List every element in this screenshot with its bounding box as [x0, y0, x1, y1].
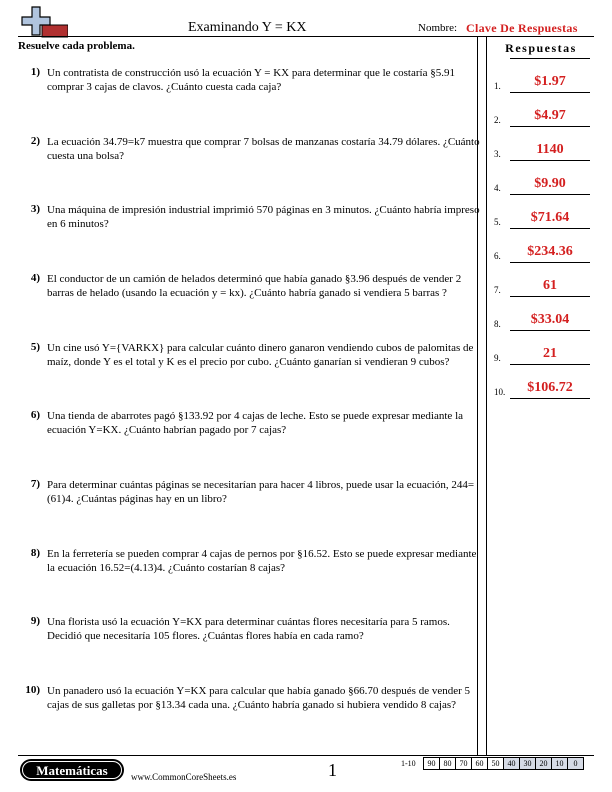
page-number: 1	[328, 760, 337, 780]
answer-row-3	[494, 139, 594, 161]
header-divider	[18, 36, 594, 37]
plus-logo-icon	[20, 5, 68, 39]
problem-number: 10)	[25, 684, 40, 696]
answer-line	[510, 262, 590, 263]
answers-title: Respuestas	[505, 41, 577, 55]
answer-line	[510, 330, 590, 331]
answer-row-6	[494, 241, 594, 263]
answer-number: 8.	[494, 319, 501, 329]
answer-number: 6.	[494, 251, 501, 261]
answers-title-underline	[510, 58, 590, 59]
answer-number: 2.	[494, 115, 501, 125]
problem-text: En la ferretería se pueden comprar 4 cajas de pernos por §16.52. Esto se puede expresar mediante la ecuación 16.52=(4.13)4. ¿Cuánto costarían 8 cajas?	[47, 548, 477, 574]
problem-number: 4)	[30, 272, 40, 284]
brand-label: Matemáticas	[22, 761, 122, 779]
score-cell: 60	[471, 757, 488, 770]
score-cell: 20	[535, 757, 552, 770]
answer-value: 1140	[536, 142, 564, 157]
answer-number: 1.	[494, 81, 501, 91]
score-cell: 50	[487, 757, 504, 770]
answer-line	[510, 126, 590, 127]
problem-number: 3)	[30, 203, 40, 215]
problem-number: 9)	[30, 615, 40, 627]
problem-number: 8)	[30, 547, 40, 559]
answer-row-10	[494, 377, 594, 399]
problem-text: Un contratista de construcción usó la ecuación Y = KX para determinar que le costaría §5.91 comprar 3 cajas de clavos. ¿Cuánto cuesta cada caja?	[47, 67, 455, 93]
answer-value: 21	[543, 346, 557, 361]
problem-text: El conductor de un camión de helados determinó que había ganado §3.96 después de vender 2 barras de helado (usando la ecuación y = kx). ¿Cuánto habría ganado si vendiera 5 barras ?	[47, 273, 462, 299]
score-cell: 30	[519, 757, 536, 770]
answer-line	[510, 160, 590, 161]
answer-line	[510, 194, 590, 195]
answer-line	[510, 228, 590, 229]
score-cell: 80	[439, 757, 456, 770]
problem-text: Para determinar cuántas páginas se necesitarían para hacer 4 libros, puede usar la ecuación, 244=(61)4. ¿Cuántas páginas hay en un libro?	[47, 479, 475, 505]
answer-line	[510, 92, 590, 93]
website-link[interactable]: www.CommonCoreSheets.es	[131, 772, 237, 782]
answer-number: 9.	[494, 353, 501, 363]
name-label: Nombre:	[418, 22, 458, 34]
worksheet-title: Examinando Y = KX	[188, 20, 307, 35]
answer-number: 5.	[494, 217, 501, 227]
answer-line	[510, 364, 590, 365]
score-cell: 10	[551, 757, 568, 770]
problem-number: 5)	[30, 341, 40, 353]
answer-row-1	[494, 71, 594, 93]
answer-number: 10.	[494, 387, 506, 397]
brand-badge	[20, 759, 124, 781]
instructions: Resuelve cada problema.	[18, 40, 135, 52]
answer-line	[510, 398, 590, 399]
answer-number: 4.	[494, 183, 501, 193]
problem-text: Un panadero usó la ecuación Y=KX para calcular que había ganado §66.70 después de vender 5 cajas de sus galletas por §13.34 cada una. ¿Cuánto habría ganado si hubiera vendido 8 cajas?	[47, 685, 471, 711]
answer-number: 3.	[494, 149, 501, 159]
answer-value: $1.97	[534, 74, 566, 89]
answer-value: $234.36	[527, 244, 573, 259]
answer-value: $33.04	[530, 312, 570, 327]
score-cell: 0	[567, 757, 584, 770]
score-table	[424, 757, 584, 770]
answer-value: $9.90	[534, 176, 566, 191]
answer-row-9	[494, 343, 594, 365]
answer-value: $4.97	[534, 108, 566, 123]
answer-row-5	[494, 207, 594, 229]
problem-number: 7)	[30, 478, 40, 490]
problem-number: 2)	[30, 135, 40, 147]
score-cell: 70	[455, 757, 472, 770]
answer-row-2	[494, 105, 594, 127]
score-cell: 40	[503, 757, 520, 770]
score-range-label: 1-10	[401, 759, 416, 768]
problem-number: 6)	[30, 409, 40, 421]
answer-value: 61	[543, 278, 557, 293]
footer-divider	[18, 755, 594, 756]
answer-row-8	[494, 309, 594, 331]
answer-value: $106.72	[527, 380, 573, 395]
problem-text: Una máquina de impresión industrial imprimió 570 páginas en 3 minutos. ¿Cuánto habría impreso en 6 minutos?	[47, 204, 480, 230]
answer-row-7	[494, 275, 594, 297]
problem-text: Una florista usó la ecuación Y=KX para determinar cuántas flores necesitaría para 5 ramos. Decidió que necesitaría 105 flores. ¿Cuántas flores había en cada ramo?	[47, 616, 450, 642]
answer-number: 7.	[494, 285, 501, 295]
answer-line	[510, 296, 590, 297]
problem-number: 1)	[30, 66, 40, 78]
answer-row-4	[494, 173, 594, 195]
problem-text: Una tienda de abarrotes pagó §133.92 por 4 cajas de leche. Esto se puede expresar mediante la ecuación Y=KX. ¿Cuánto habrían pagado por 7 cajas?	[47, 410, 464, 436]
problem-text: Un cine usó Y={VARKX} para calcular cuánto dinero ganaron vendiendo cubos de palomitas de maíz, donde Y es el total y K es el precio por cubo. ¿Cuánto ganarían si vendieran 9 cubos?	[47, 342, 474, 368]
score-cell: 90	[423, 757, 440, 770]
problem-text: La ecuación 34.79=k7 muestra que comprar 7 bolsas de manzanas costaría 34.79 dólares. ¿Cuánto cuesta una bolsa?	[47, 136, 480, 162]
name-value: Clave De Respuestas	[466, 21, 578, 35]
answer-value: $71.64	[530, 210, 570, 225]
